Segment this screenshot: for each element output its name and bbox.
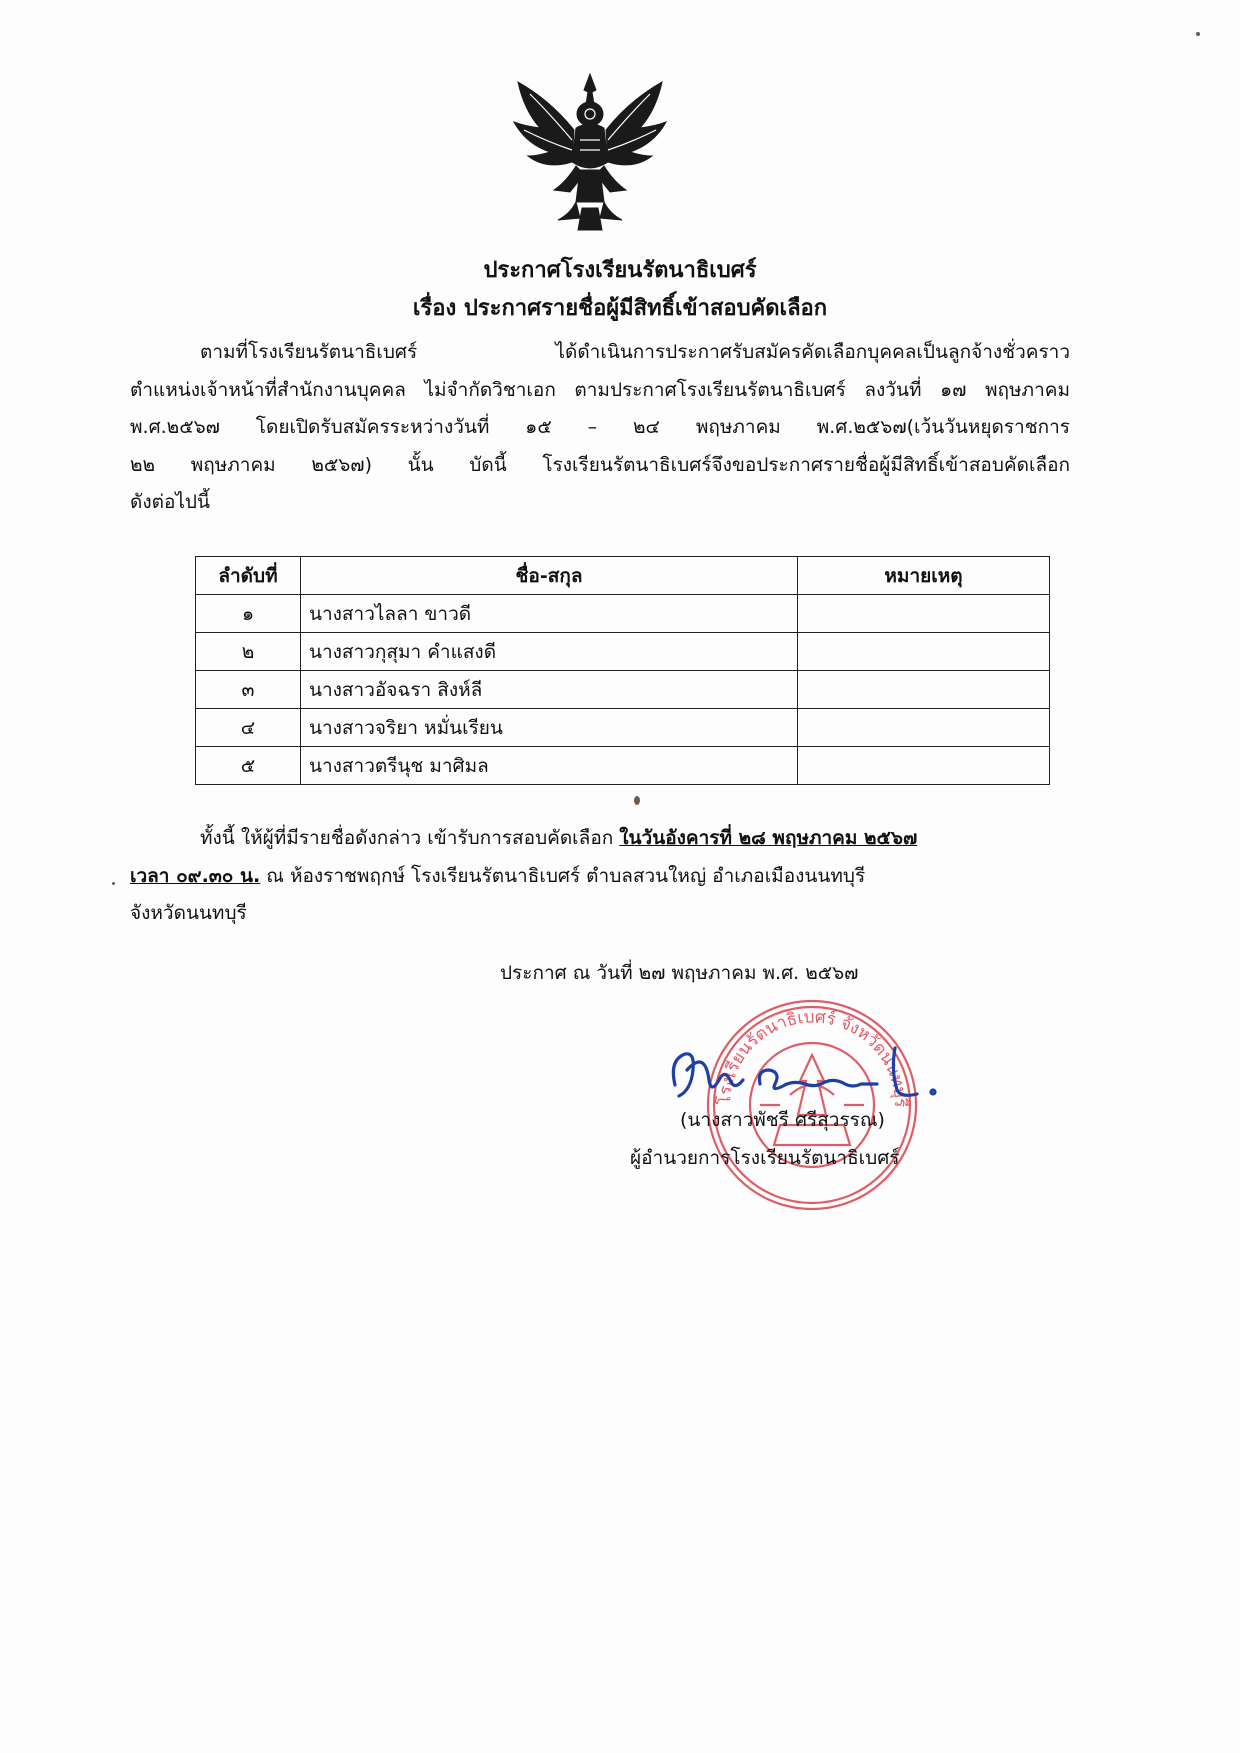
row-note xyxy=(798,747,1050,785)
closing-line-2 xyxy=(130,858,1070,896)
row-note xyxy=(798,709,1050,747)
row-no: ๕ xyxy=(196,747,301,785)
header-name: ชื่อ-สกุล xyxy=(301,557,798,595)
header-no: ลำดับที่ xyxy=(196,557,301,595)
row-no: ๑ xyxy=(196,595,301,633)
document-subject: เรื่อง ประกาศรายชื่อผู้มีสิทธิ์เข้าสอบคัดเลือก xyxy=(412,296,828,321)
document-title: ประกาศโรงเรียนรัตนาธิเบศร์ xyxy=(483,258,757,283)
row-no: ๔ xyxy=(196,709,301,747)
paper-speck xyxy=(112,882,115,885)
row-name: นางสาวกุสุมา คำแสงดี xyxy=(301,633,798,671)
paper-speck xyxy=(1196,32,1200,36)
closing-line-3 xyxy=(130,895,1070,933)
closing-text: ทั้งนี้ ให้ผู้ที่มีรายชื่อดังกล่าว เข้ารับการสอบคัดเลือก xyxy=(200,827,620,849)
signatory-position: ผู้อำนวยการโรงเรียนรัตนาธิเบศร์ xyxy=(630,1147,900,1169)
row-note xyxy=(798,633,1050,671)
exam-location: ณ ห้องราชพฤกษ์ โรงเรียนรัตนาธิเบศร์ ตำบลสวนใหญ่ อำเภอเมืองนนทบุรี xyxy=(260,864,866,887)
intro-line: ตำแหน่งเจ้าหน้าที่สำนักงานบุคคล ไม่จำกัดวิชาเอก ตามประกาศโรงเรียนรัตนาธิเบศร์ ลงวันที่ ๑๗ พฤษภาคม xyxy=(130,378,1070,401)
closing-line-1 xyxy=(130,820,1070,858)
closing-paragraph xyxy=(130,820,1070,933)
candidate-table xyxy=(195,556,1050,785)
row-name: นางสาวจริยา หมั่นเรียน xyxy=(301,709,798,747)
seal-text: โรงเรียนรัตนาธิเบศร์ จังหวัดนนทบุรี xyxy=(714,1007,911,1108)
signature-icon xyxy=(665,1040,945,1110)
intro-line: พ.ศ.๒๕๖๗ โดยเปิดรับสมัครระหว่างวันที่ ๑๕ – ๒๔ พฤษภาคม พ.ศ.๒๕๖๗(เว้นวันหยุดราชการ xyxy=(130,416,1070,438)
row-no: ๓ xyxy=(196,671,301,709)
signatory-name: (นางสาวพัชรี ศรีสุวรรณ) xyxy=(680,1109,885,1131)
header-note: หมายเหตุ xyxy=(798,557,1050,595)
exam-province: จังหวัดนนทบุรี xyxy=(130,902,247,924)
intro-line: ๒๒ พฤษภาคม ๒๕๖๗) นั้น บัดนี้ โรงเรียนรัตนาธิเบศร์จึงขอประกาศรายชื่อผู้มีสิทธิ์เข้าสอบคัดเลือก xyxy=(130,453,1070,476)
row-note xyxy=(798,671,1050,709)
row-note xyxy=(798,595,1050,633)
table-row xyxy=(196,709,1050,747)
intro-line: ดังต่อไปนี้ xyxy=(130,491,210,513)
intro-line: ตามที่โรงเรียนรัตนาธิเบศร์ ได้ดำเนินการประกาศรับสมัครคัดเลือกบุคคลเป็นลูกจ้างชั่วคราว xyxy=(200,341,1070,363)
table-header-row xyxy=(196,557,1050,595)
exam-date: ในวันอังคารที่ ๒๘ พฤษภาคม ๒๕๖๗ xyxy=(619,827,918,849)
table-row xyxy=(196,595,1050,633)
paper-speck xyxy=(634,796,640,805)
row-name: นางสาวอัจฉรา สิงห์ลี xyxy=(301,671,798,709)
exam-time: เวลา ๐๙.๓๐ น. xyxy=(130,864,261,887)
announcement-date: ประกาศ ณ วันที่ ๒๗ พฤษภาคม พ.ศ. ๒๕๖๗ xyxy=(500,962,859,984)
row-name: นางสาวไลลา ขาวดี xyxy=(301,595,798,633)
garuda-emblem-icon xyxy=(510,70,670,235)
table-row xyxy=(196,671,1050,709)
table-row xyxy=(196,633,1050,671)
table-row xyxy=(196,747,1050,785)
intro-paragraph xyxy=(130,334,1070,522)
row-name: นางสาวตรีนุช มาศิมล xyxy=(301,747,798,785)
row-no: ๒ xyxy=(196,633,301,671)
